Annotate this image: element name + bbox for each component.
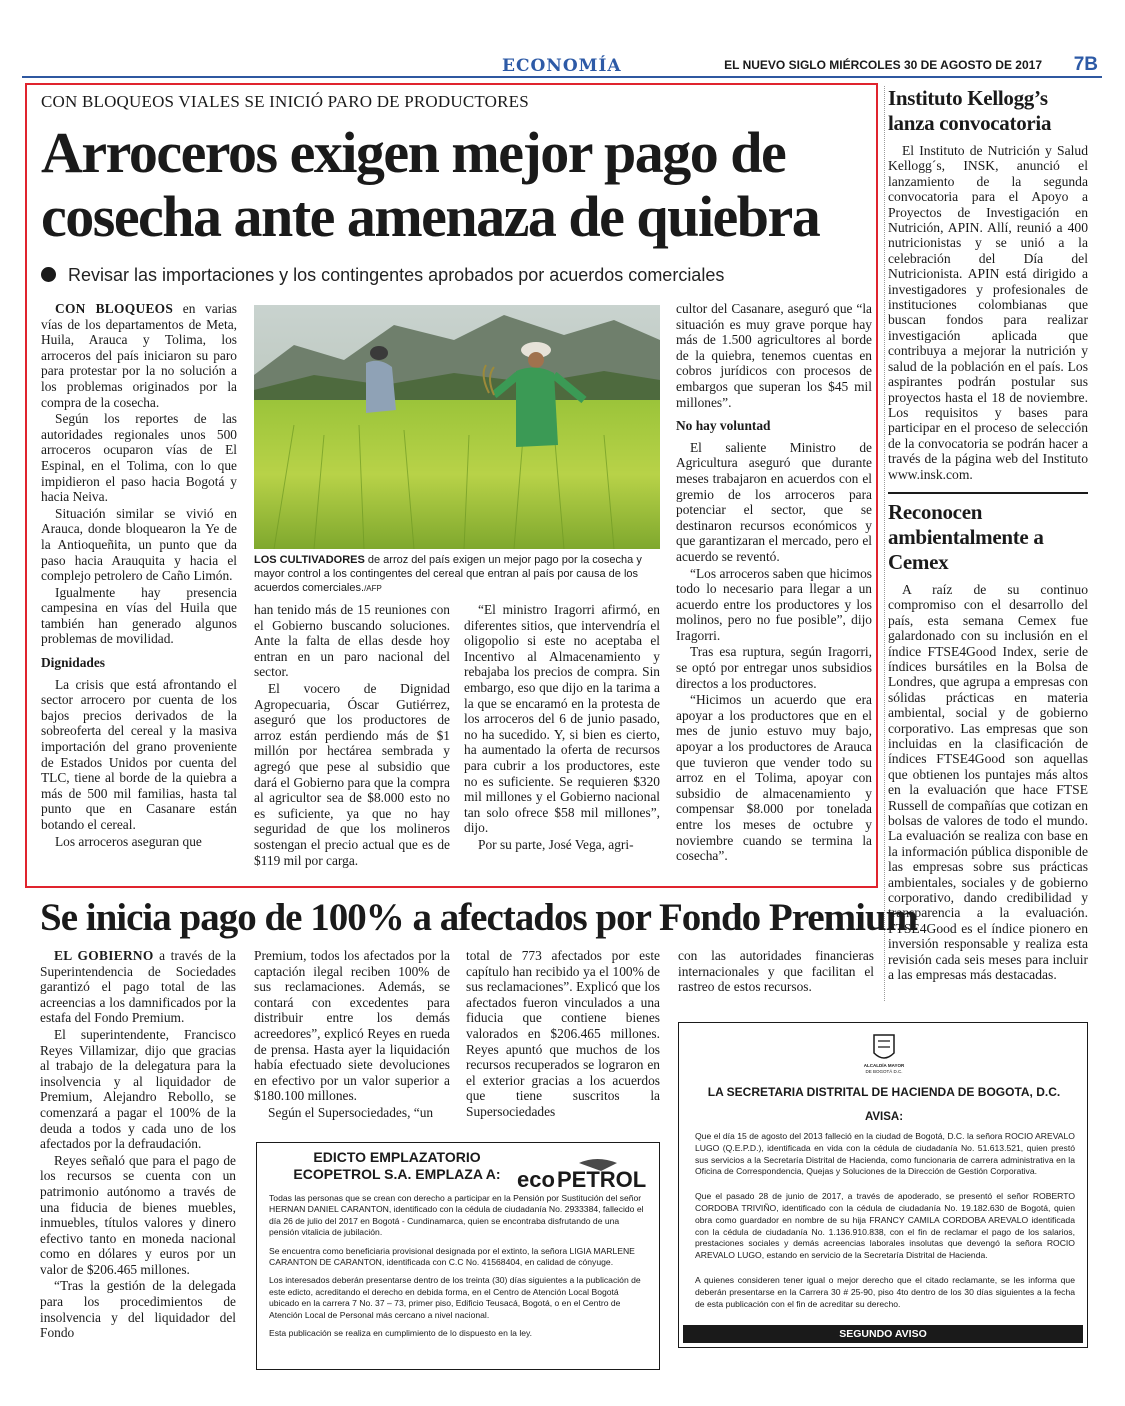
sidebar-text-kellogg [888, 143, 1088, 482]
edict-body [269, 1193, 651, 1346]
paragraph: Según los reportes de las autoridades regionales unos 500 arroceros ocuparon vías de El Espinal, en el Tolima, con lo que impidieron el paso hacia Bogotá y hacia Neiva. [41, 411, 237, 505]
sidebar-rule [888, 492, 1088, 494]
paragraph: La crisis que está afrontando el sector arrocero por cuenta de los bajos precios derivados de la sobreoferta del cereal y la masiva importación del grano proveniente de Estados Unidos por cuenta del TLC, tiene al borde de la quiebra a más de 500 mil familias, hasta tal punto que en Casanare están botando el cereal. [41, 676, 237, 832]
paragraph: Según el Supersociedades, “un [268, 1104, 434, 1120]
story2-headline: Se inicia pago de 100% a afectados por Fondo Premium [40, 896, 918, 939]
caption-text: de arroz del país exigen un mejor pago por la cosecha y mayor control a los contingentes del cereal que entran al país por causa de los acuerdos comerciales. [254, 554, 642, 594]
story2-column-2 [254, 948, 450, 1122]
paragraph: A raíz de su continuo compromiso con el desarrollo del país, esta semana Cemex fue galardonado con su inclusión en el índice FTSE4Good Index, serie de índices bursátiles en la Bolsa de Londres, que agrupa a empresas con sólidas prácticas en materia ambiental, social y de gobierno corporativo. Las empresas que son incluidas en la clasificación de índices FTSE4Good son aquellas que obtienen los puntajes más altos en la evaluación que hace FTSE Russell de compañías que cotizan en bolsas de valores de todo el mundo. La evaluación se realiza con base en la información pública disponible de las empresas sobre sus prácticas ambientales, sociales y de gobierno corporativo, dando credibilidad y transparencia a la evaluación. FTSE4Good es el índice pionero en inversión responsable y realiza esta revisión cada seis meses para incluir a las empresas más destacadas. [888, 581, 1088, 983]
lead-subhead [41, 265, 724, 286]
lead-column-1 [41, 301, 237, 850]
sidebar-title-cemex: Reconocen ambientalmente a Cemex [888, 499, 1044, 574]
bullet-icon [41, 267, 56, 282]
seal-text-1: ALCALDÍA MAYOR [863, 1063, 905, 1068]
photo-credit: /AFP [364, 584, 382, 593]
paragraph: con las autoridades financieras internacionales y que facilitan el rastreo de estos recursos. [678, 948, 874, 995]
subheading: Dignidades [41, 655, 105, 671]
paragraph: Que el pasado 28 de junio de 2017, a través de apoderado, se presentó el señor ROBERTO CORDOBA TRIVIÑO, identificado con la cédula de ciudadanía No. 19.182.630 de Bogotá, quien obra como guardador en nombre de su hija FRANCY CAMILA CORDOBA AREVALO identificada con la cédula de ciudadanía No. 1.136.910.838, con el fin de reclamar el pago de los salarios, prestaciones sociales y demás acreencias laborales insolutas que devengó la señora ROCIO AREVALO LUGO, estando en servicio de la Secretaría Distrital de Hacienda. [695, 1191, 1075, 1261]
story2-column-3 [466, 948, 660, 1121]
paragraph: total de 773 afectados por este capítulo han recibido ya el 100% de sus reclamaciones”. Explicó que los afectados fueron vinculados a una fiducia que contiene bienes valorados en $206.465 millones. Reyes apuntó que muchos de los recursos recuperados se lograron en el exterior gracias a los acuerdos que tiene suscritos la Supersociedades [466, 948, 660, 1119]
lead-column-3 [464, 602, 660, 854]
caption-lead: LOS CULTIVADORES [254, 554, 365, 566]
story2-column-4 [678, 948, 874, 996]
paragraph: Premium, todos los afectados por la captación ilegal reciben 100% de sus reclamaciones. Además, se contará con excedentes para distribuir entre los demás acreedores”, explicó Reyes en rueda de prensa. Hasta ayer la liquidación había efectuado siete devoluciones en efectivo por un valor superior a $180.100 millones. [254, 948, 450, 1104]
rice-field-illustration [254, 305, 660, 549]
lead-story-box [25, 83, 878, 888]
paragraph: Por su parte, José Vega, agri- [478, 836, 634, 852]
paragraph: Esta publicación se realiza en cumplimiento de lo dispuesto en la ley. [269, 1328, 533, 1339]
paragraph: Igualmente hay presencia campesina en vías del Huila que también han generado algunos problemas de movilidad. [41, 584, 237, 647]
lead-column-2 [254, 602, 450, 869]
hacienda-body [695, 1131, 1075, 1323]
seal-text-2: DE BOGOTÁ D.C. [865, 1069, 903, 1074]
svg-text:PETROL: PETROL [557, 1167, 647, 1192]
page-header [22, 54, 1102, 78]
paragraph: El saliente Ministro de Agricultura aseguró que durante meses trabajaron en acuerdos con el gremio de los arroceros para potenciar el sector, que se destinaron recursos económicos y que garantizaran el mercado, pero el acuerdo se reventó. [676, 439, 872, 564]
lead-caps: CON BLOQUEOS [55, 301, 174, 316]
paragraph: “Los arroceros saben que hicimos todo lo necesario para llegar a un acuerdo entre los productores y los molinos, pero no fue posible”, dijo Iragorri. [676, 565, 872, 643]
paragraph: Los interesados deberán presentarse dentro de los treinta (30) días siguientes a la publicación de este edicto, acreditando el derecho en debida forma, en el Centro de Atención Local Bogotá ubicado en la carrera 7 No. 37 – 73, primer piso, Edificio Teusacá, Bogotá, o en el Centro de Atención Local de Personal más cercano a nivel nacional. [269, 1275, 641, 1320]
paragraph: Que el día 15 de agosto del 2013 falleció en la ciudad de Bogotá, D.C. la señora ROCIO AREVALO LUGO (Q.E.P.D.), identificada en vida con la cédula de ciudadanía No. 51.613.521, quien prestó sus servicios a la Secretaría Distrital de Hacienda, como funcionaria de carrera administrativa en la Oficina de Correspondencia, Quejas y Soluciones de la Dirección de Gestión Corporativa. [695, 1131, 1075, 1177]
paragraph: Todas las personas que se crean con derecho a participar en la Pensión por Sustitución del señor HERNAN DANIEL CARANTON, identificado con la cédula de ciudadanía No. 2933384, fallecido el día 26 de julio del 2017 en Bogotá - Cundinamarca, quien se encontraba disfrutando de una pensión vitalicia de jubilación. [269, 1193, 644, 1238]
sidebar [888, 86, 1088, 983]
paragraph: A quienes consideren tener igual o mejor derecho que el citado reclamante, se les informa que deberán presentarse en la Carrera 30 # 25-90, piso 4to dentro de los 30 días siguientes a la fecha de esta publicación con el fin de acreditar su derecho. [695, 1274, 1075, 1309]
paragraph: Tras esa ruptura, según Iragorri, se optó por entregar unos subsidios directos a los productores. [676, 644, 872, 691]
paragraph [40, 948, 236, 1026]
paragraph: “El ministro Iragorri afirmó, en diferentes sitios, que intervendría el oligopolio si este no aceptaba el Incentivo al Almacenamiento y rebajaba los precios de compra. Sin embargo, eso que dijo en la tarima a la que se encaramó en la protesta de los arroceros del 6 de junio pasado, no ha sucedido. Y, si bien es cierto, ha aumentado la oferta de recursos para cubrir a los productores, este no es suficiente. Se requieren $320 mil millones y el Gobierno nacional tan solo ofrece $58 mil millones”, dijo. [464, 602, 660, 836]
lead-headline: Arroceros exigen mejor pago de cosecha ante amenaza de quiebra [41, 120, 820, 249]
sidebar-title-kellogg: Instituto Kellogg’s lanza convocatoria [888, 86, 1052, 135]
edict-title-line-2: ECOPETROL S.A. EMPLAZA A: [293, 1166, 501, 1182]
sidebar-text-cemex [888, 582, 1088, 983]
ecopetrol-logo-icon [517, 1157, 647, 1193]
rice-field-photo [254, 305, 660, 549]
ecopetrol-edict-ad [256, 1142, 660, 1370]
bogota-seal-icon [859, 1031, 909, 1075]
edict-title [267, 1149, 527, 1183]
hacienda-avisa: AVISA: [864, 1111, 904, 1123]
hacienda-notice-ad [678, 1022, 1088, 1348]
paragraph [41, 301, 237, 410]
paragraph: El Instituto de Nutrición y Salud Kellogg´s, INSK, anunció el lanzamiento de la segunda convocatoria para el Apoyo a Proyectos de Investigación en Nutrición, APIN. Allí, reunió a 400 nutricionistas y se unió a la celebración del Día del Nutricionista. APIN está dirigido a investigadores y profesionales de instituciones colombianas que buscan fondos para realizar investigación aplicada que contribuya a mejorar la nutrición y salud de la población en el país. Los aspirantes podrán postular sus proyectos hasta el 18 de noviembre. Los requisitos y bases para participar en el proceso de selección de la convocatoria se podrán hacer a través de la página web del Instituto www.insk.com. [888, 143, 1088, 482]
sidebar-divider [884, 86, 885, 1001]
hacienda-footer: SEGUNDO AVISO [683, 1325, 1083, 1343]
section-name: ECONOMÍA [502, 56, 622, 76]
paragraph: “Tras la gestión de la delegada para los procedimientos de insolvencia y del liquidador del Fondo [40, 1278, 236, 1341]
photo-caption [254, 553, 660, 596]
paragraph: El superintendente, Francisco Reyes Villamizar, dijo que gracias al trabajo de la delegatura para la insolvencia y al liquidador de Premium, Alejandro Rebollo, se comenzará a pagar el 100% de la deuda a todos y cada uno de los afectados por la defraudación. [40, 1026, 236, 1152]
paragraph-text: a través de la Superintendencia de Sociedades garantizó el pago total de las acreencias a los damnificados por la estafa del Fondo Premium. [40, 948, 236, 1026]
paragraph: Los arroceros aseguran que [55, 833, 202, 849]
paragraph: El vocero de Dignidad Agropecuaria, Óscar Gutiérrez, aseguró que los productores de arroz están perdiendo más de $1 millón por hectárea sembrada y agregó que pese al subsidio que dará el Gobierno para que la compra al agricultor sea de $8.000 esto no es suficiente, ya que no hay seguridad de que los molineros sostengan el precio actual que es de $119 mil por carga. [254, 680, 450, 868]
paragraph: Situación similar se vivió en Arauca, donde bloquearon la Ye de la Antioqueñita, un punto que da paso hacia Arauquita y hacia el complejo petrolero de Caño Limón. [41, 505, 237, 584]
edict-title-line-1: EDICTO EMPLAZATORIO [313, 1149, 481, 1165]
paragraph: cultor del Casanare, aseguró que “la situación es muy grave porque hay más de 1.500 agricultores al borde de la quiebra, tenemos cuentas en cobros jurídicos con procesos de embargos que superan los $45 mil millones”. [676, 301, 872, 410]
paragraph: han tenido más de 15 reuniones con el Gobierno buscando soluciones. Ante la falta de ellas desde hoy entran en un paro nacional del sector. [254, 602, 450, 680]
subheading: No hay voluntad [676, 418, 771, 434]
hacienda-title: LA SECRETARIA DISTRITAL DE HACIENDA DE BOGOTA, D.C. [707, 1085, 1061, 1099]
svg-text:eco: eco [517, 1167, 555, 1192]
lead-column-4 [676, 301, 872, 865]
paragraph: Se encuentra como beneficiaria provisional designada por el extinto, la señora LIGIA MARLENE CARANTON DE CARANTON, identificada con C.C No. 41568404, en calidad de cónyuge. [269, 1245, 635, 1268]
page-number: 7B [1073, 54, 1098, 75]
paper-date: EL NUEVO SIGLO MIÉRCOLES 30 DE AGOSTO DE 2017 [724, 58, 1042, 72]
lead-caps: EL GOBIERNO [54, 948, 154, 963]
paragraph-text: en varias vías de los departamentos de Meta, Huila, Arauca y Tolima, los arroceros del país iniciaron su paro para protestar por la no solución a los problemas originados por la compra de la cosecha. [41, 301, 237, 410]
paragraph: “Hicimos un acuerdo que era apoyar a los productores que en el mes de junio estuvo muy bajo, apoyar a los productores de Arauca que tuvieron que vender todo su arroz en el Tolima, apoyar con subsidio de almacenamiento y compensar $8.000 por tonelada entre los meses de octubre y noviembre cuando se termina la cosecha”. [676, 692, 872, 864]
story2-column-1 [40, 948, 236, 1342]
lead-subhead-text: Revisar las importaciones y los contingentes aprobados por acuerdos comerciales [68, 265, 725, 285]
lead-kicker: CON BLOQUEOS VIALES SE INICIÓ PARO DE PRODUCTORES [41, 92, 529, 111]
paragraph: Reyes señaló que para el pago de los recursos se cuenta con un patrimonio autónomo a través de una fiducia de bienes muebles, inmuebles, títulos valores y dinero efectivo tanto en moneda nacional como en dólares y euros por un valor de $206.465 millones. [40, 1152, 236, 1277]
